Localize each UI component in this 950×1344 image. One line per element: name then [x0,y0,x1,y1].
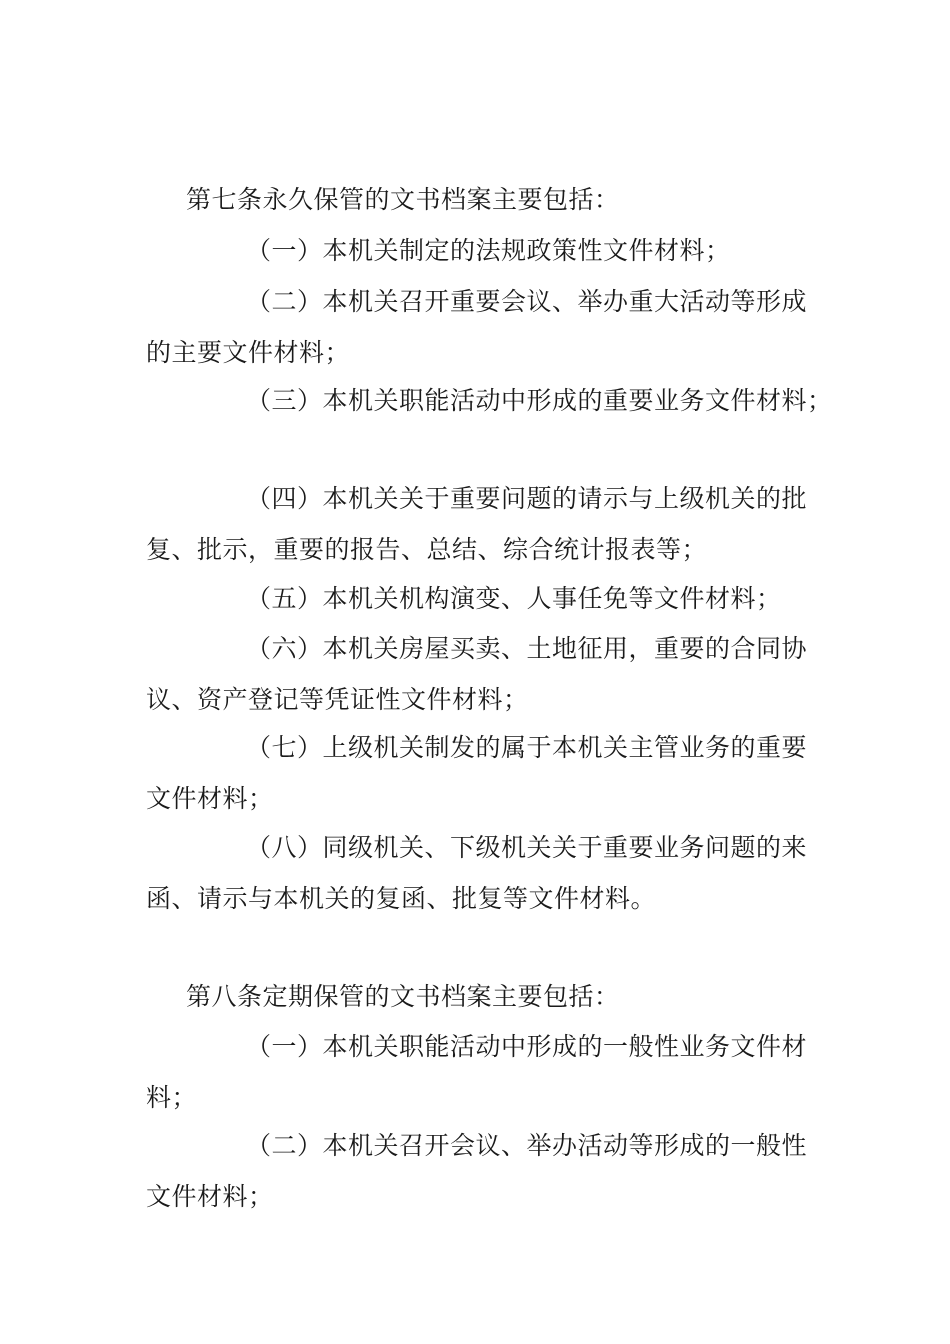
article-7-heading: 第七条永久保管的文书档案主要包括： [186,185,620,214]
article-7-item-3: （三）本机关职能活动中形成的重要业务文件材料； [246,386,833,415]
article-7-item-5: （五）本机关机构演变、人事任免等文件材料； [246,584,782,613]
article-7-item-2-line-2: 的主要文件材料； [146,338,351,367]
article-8-item-2-line-2: 文件材料； [146,1182,274,1211]
article-7-item-1: （一）本机关制定的法规政策性文件材料； [246,236,731,265]
article-8-item-1-line-1: （一）本机关职能活动中形成的一般性业务文件材 [246,1032,808,1061]
article-7-item-6-line-2: 议、资产登记等凭证性文件材料； [146,685,529,714]
article-7-item-8-line-2: 函、请示与本机关的复函、批复等文件材料。 [146,884,657,913]
article-7-item-6-line-1: （六）本机关房屋买卖、土地征用，重要的合同协 [246,634,808,663]
article-7-item-4-line-2: 复、批示，重要的报告、总结、综合统计报表等； [146,535,708,564]
article-7-item-7-line-2: 文件材料； [146,784,274,813]
article-7-item-4-line-1: （四）本机关关于重要问题的请示与上级机关的批 [246,484,808,513]
article-8-item-1-line-2: 料； [146,1083,198,1112]
article-8-heading: 第八条定期保管的文书档案主要包括： [186,982,620,1011]
article-7-item-7-line-1: （七）上级机关制发的属于本机关主管业务的重要 [246,733,808,762]
article-7-item-8-line-1: （八）同级机关、下级机关关于重要业务问题的来 [246,833,808,862]
article-8-item-2-line-1: （二）本机关召开会议、举办活动等形成的一般性 [246,1131,808,1160]
article-7-item-2-line-1: （二）本机关召开重要会议、举办重大活动等形成 [246,287,808,316]
